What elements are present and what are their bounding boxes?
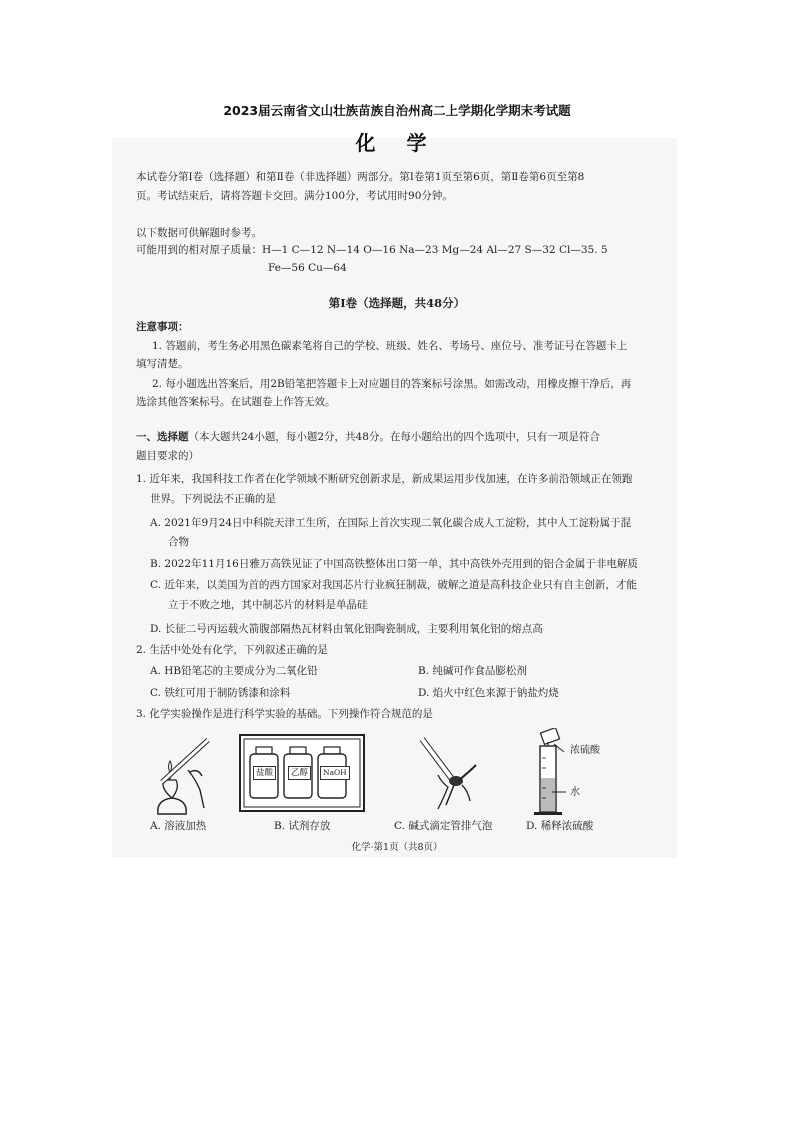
data-ref-line-2: 可能用到的相对原子质量：H—1 C—12 N—14 O—16 Na—23 Mg—24 Al—27 S—32 Cl—35. 5 <box>136 244 608 256</box>
notice-2b: 选涂其他答案标号。在试题卷上作答无效。 <box>136 396 336 408</box>
q2-stem: 2. 生活中处处有化学，下列叙述正确的是 <box>136 644 328 656</box>
figure-d-dilution <box>528 728 608 816</box>
intro-line-1: 本试卷分第Ⅰ卷（选择题）和第Ⅱ卷（非选择题）两部分。第Ⅰ卷第1页至第6页，第Ⅱ卷第6页至第8 <box>136 171 585 183</box>
label-conc-sulfuric: 浓硫酸 <box>570 745 600 756</box>
part1-heading-line2: 题目要求的） <box>136 450 199 462</box>
caption-a: A. 溶液加热 <box>150 820 207 832</box>
notice-2a: 2. 每小题选出答案后，用2B铅笔把答题卡上对应题目的答案标号涂黑。如需改动，用橡皮擦干净后，再 <box>152 378 632 390</box>
q1-option-b: B. 2022年11月16日雅万高铁见证了中国高铁整体出口第一单，其中高铁外壳用到的铝合金属于非电解质 <box>150 558 638 570</box>
data-ref-line-1: 以下数据可供解题时参考。 <box>136 227 262 239</box>
q1-option-a-1: A. 2021年9月24日中科院天津工生所，在国际上首次实现二氧化碳合成人工淀粉，其中人工淀粉属于混 <box>150 517 632 529</box>
q1-option-a-2: 合物 <box>168 536 189 548</box>
document-title: 2023届云南省文山壮族苗族自治州高二上学期化学期末考试题 <box>223 103 571 118</box>
caption-d: D. 稀释浓硫酸 <box>526 820 594 832</box>
q1-option-c-2: 立于不败之地，其中制芯片的材料是单晶硅 <box>168 599 368 611</box>
bottle-label-ethanol: 乙醇 <box>288 766 311 780</box>
q1-stem-2: 世界。下列说法不正确的是 <box>150 493 276 505</box>
data-ref-line-3: Fe—56 Cu—64 <box>268 262 347 274</box>
q2-option-b: B. 纯碱可作食品膨松剂 <box>418 665 527 677</box>
figure-c-burette <box>418 735 488 815</box>
figure-a-heating <box>150 728 220 816</box>
bottle-label-hydrochloric: 盐酸 <box>253 766 276 780</box>
q1-stem-1: 1. 近年来，我国科技工作者在化学领域不断研究创新求是，新成果运用步伐加速，在许多前沿领域正在领跑 <box>136 473 633 485</box>
intro-line-2: 页。考试结束后，请将答题卡交回。满分100分，考试用时90分钟。 <box>136 190 453 202</box>
page-footer: 化学·第1页（共8页） <box>351 842 443 853</box>
notice-1b: 填写清楚。 <box>136 358 189 370</box>
caption-c: C. 碱式滴定管排气泡 <box>394 820 493 832</box>
bottle-label-naoh: NaOH <box>320 766 350 780</box>
q2-option-a: A. HB铅笔芯的主要成分为二氧化铅 <box>150 665 318 677</box>
q1-option-c-1: C. 近年来，以美国为首的西方国家对我国芯片行业疯狂制裁，破解之道是高科技企业只有自主创新，才能 <box>150 579 637 591</box>
q3-stem: 3. 化学实验操作是进行科学实验的基础。下列操作符合规范的是 <box>136 708 433 720</box>
caption-b: B. 试剂存放 <box>274 820 331 832</box>
q1-option-d: D. 长征二号丙运载火箭腹部隔热瓦材料由氧化铝陶瓷制成，主要利用氧化铝的熔点高 <box>150 623 543 635</box>
section-title: 第Ⅰ卷（选择题，共48分） <box>328 296 466 310</box>
notice-title: 注意事项： <box>136 321 189 333</box>
notice-1a: 1. 答题前，考生务必用黑色碳素笔将自己的学校、班级、姓名、考场号、座位号、准考证号在答题卡上 <box>152 340 628 352</box>
q2-option-d: D. 焰火中红色来源于钠盐灼烧 <box>418 687 559 699</box>
part1-heading-bold: 一、选择题 <box>136 431 189 443</box>
subject-title: 化 学 <box>355 131 439 155</box>
part1-heading-rest: （本大题共24小题，每小题2分，共48分。在每小题给出的四个选项中，只有一项是符合 <box>188 431 600 443</box>
part1-heading <box>136 430 600 444</box>
q2-option-c: C. 铁红可用于制防锈漆和涂料 <box>150 687 291 699</box>
label-water: 水 <box>570 787 580 798</box>
